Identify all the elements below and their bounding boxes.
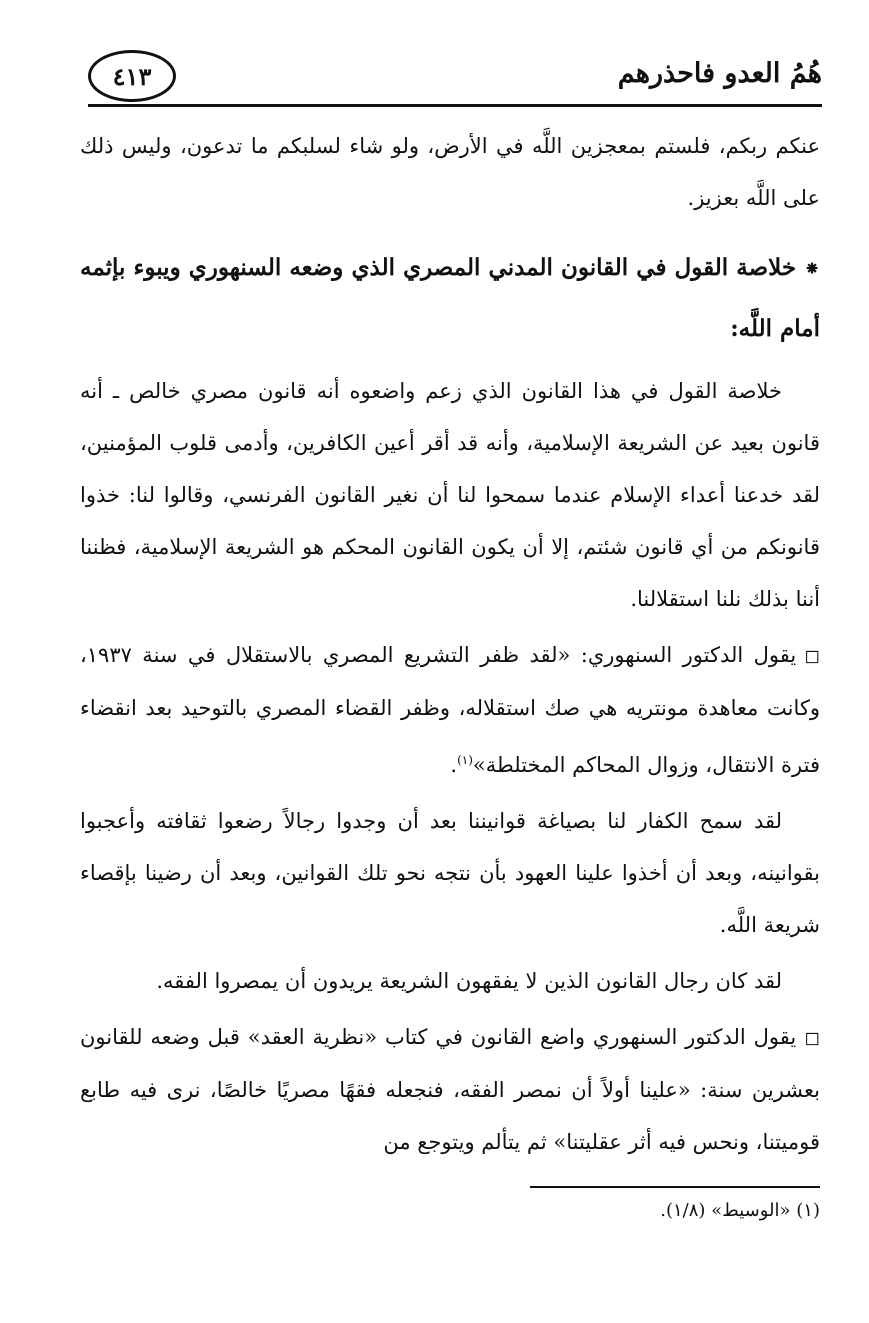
paragraph-5: لقد كان رجال القانون الذين لا يفقهون الشريعة يريدون أن يمصروا الفقه. <box>156 969 782 993</box>
paragraph-3-text: يقول الدكتور السنهوري: «لقد ظفر التشريع المصري بالاستقلال في سنة ١٩٣٧، وكانت معاهدة مونتريه هي صك استقلاله، وظفر القضاء المصري بالتوحيد بعد انقضاء فترة الانتقال، وزوال المحاكم المختلطة» <box>80 643 820 777</box>
page-number-badge <box>88 50 176 102</box>
footnote-reference[interactable]: (١) <box>457 753 473 767</box>
paragraph-2: خلاصة القول في هذا القانون الذي زعم واضعوه أنه قانون مصري خالص ـ أنه قانون بعيد عن الشريعة الإسلامية، وأنه قد أقر أعين الكافرين، وأدمى قلوب المؤمنين، لقد خدعنا أعداء الإسلام عندما سمحوا لنا أن نغير القانون الفرنسي، وقالوا لنا: خذوا قانونكم من أي قانون شئتم، إلا أن يكون القانون المحكم هو الشريعة الإسلامية، فظننا أننا بذلك نلنا استقلالنا. <box>80 379 820 611</box>
page-number: ٤١٣ <box>112 61 152 91</box>
paragraph-3 <box>80 629 820 791</box>
paragraph-1: عنكم ربكم، فلستم بمعجزين اللَّه في الأرض، ولو شاء لسلبكم ما تدعون، وليس ذلك على اللَّه بعزيز. <box>80 134 820 210</box>
square-bullet-icon: ◻ <box>804 645 820 667</box>
paragraph-3-end: . <box>450 753 458 777</box>
paragraph-6 <box>80 1011 820 1168</box>
section-heading <box>80 238 820 359</box>
chapter-title: هُمُ العدو فاحذرهم <box>617 58 822 89</box>
footnote: (١) «الوسيط» (١/٨). <box>660 1200 820 1221</box>
header-divider <box>88 104 822 107</box>
paragraph-6-text: يقول الدكتور السنهوري واضع القانون في كتاب «نظرية العقد» قبل وضعه للقانون بعشرين سنة: «علينا أولاً أن نمصر الفقه، فنجعله فقهًا مصريًا خالصًا، نرى فيه طابع قوميتنا، ونحس فيه أثر عقليتنا» ثم يتألم ويتوجع من <box>80 1025 820 1154</box>
page-header <box>80 44 822 114</box>
footnote-divider <box>530 1186 820 1188</box>
section-heading-text: خلاصة القول في القانون المدني المصري الذي وضعه السنهوري ويبوء بإثمه أمام اللَّه: <box>80 254 820 342</box>
square-bullet-icon: ◻ <box>804 1027 820 1049</box>
paragraph-4: لقد سمح الكفار لنا بصياغة قوانيننا بعد أن وجدوا رجالاً رضعوا ثقافته وأعجبوا بقوانينه، وبعد أن أخذوا علينا العهود بأن نتجه نحو تلك القوانين، وبعد أن رضينا بإقصاء شريعة اللَّه. <box>80 809 820 937</box>
asterisk-icon: ⁕ <box>804 258 820 280</box>
page-body <box>80 120 820 1172</box>
